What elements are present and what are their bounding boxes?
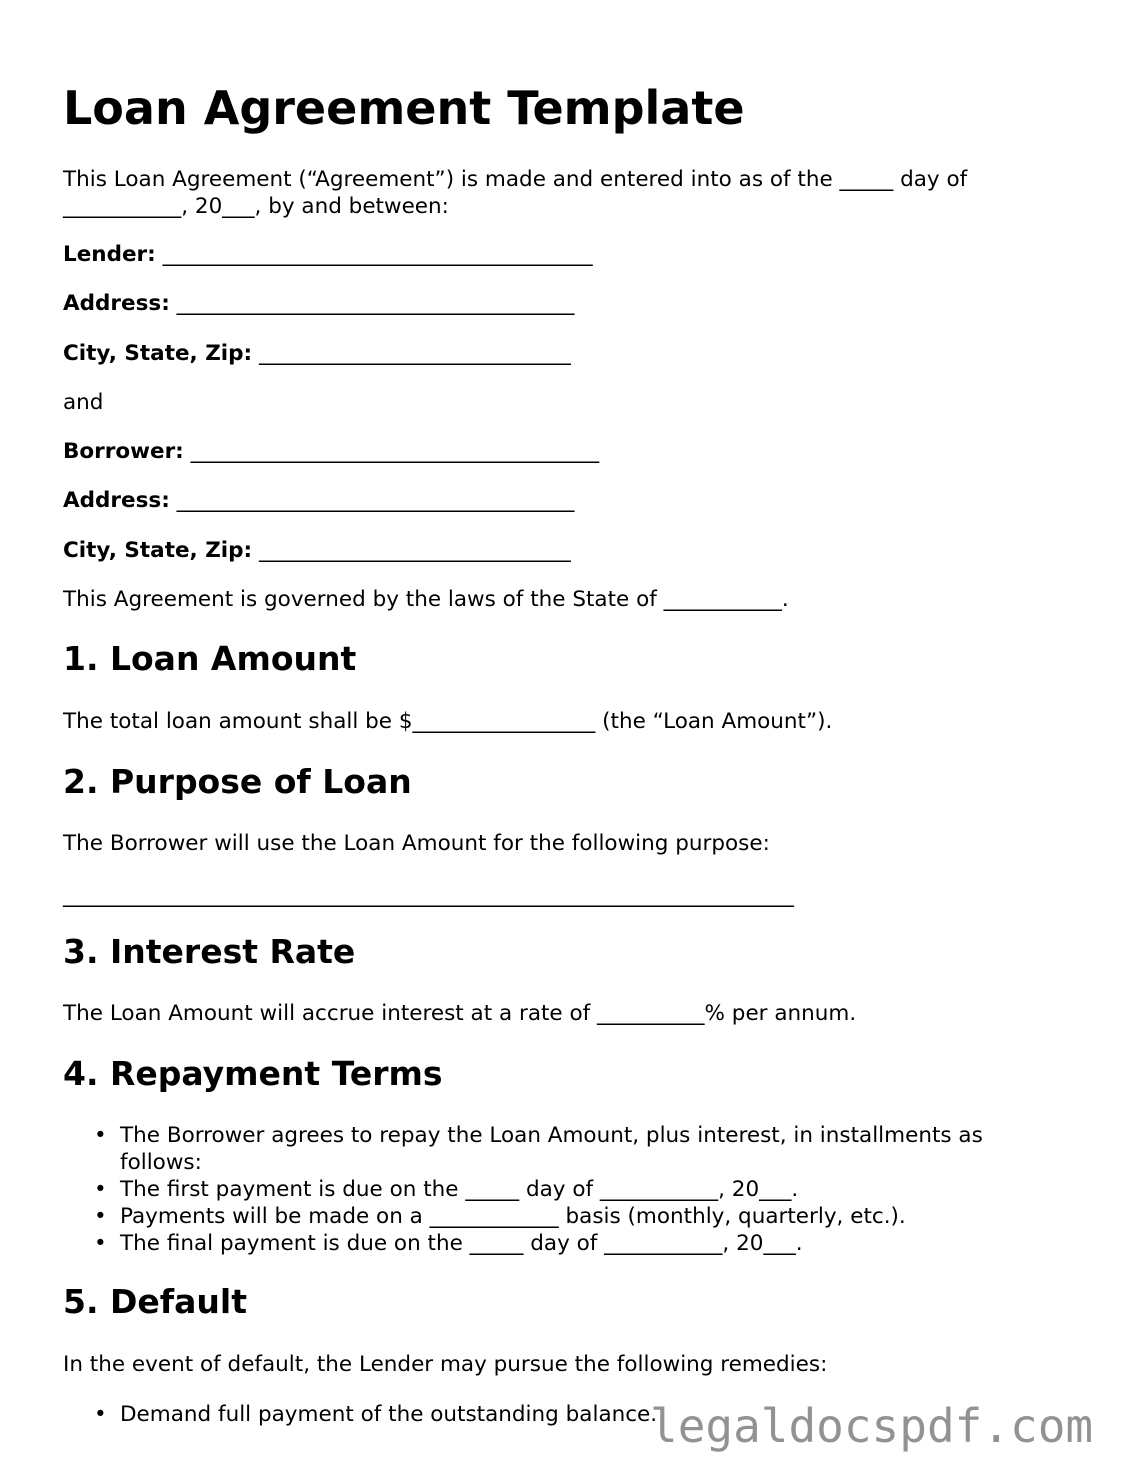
list-item: [63, 1122, 1040, 1176]
bullet-icon: •: [94, 1123, 107, 1148]
borrower-city-line: [63, 537, 571, 564]
bullet-icon: •: [94, 1177, 107, 1202]
list-item: [63, 1176, 1040, 1203]
section-default-heading: 5. Default: [63, 1282, 247, 1321]
lender-label: Lender:: [63, 242, 156, 267]
governing-law-text: This Agreement is governed by the laws of the State of ___________.: [63, 587, 789, 612]
and-text: and: [63, 390, 104, 415]
section-purpose-heading: 2. Purpose of Loan: [63, 762, 412, 801]
lender-city-line: [63, 340, 571, 367]
lender-name-line: [63, 241, 593, 268]
lender-address-label: Address:: [63, 291, 170, 316]
list-item: [63, 1230, 1040, 1257]
borrower-address-line: [63, 487, 574, 514]
repayment-item-text: Payments will be made on a ____________ basis (monthly, quarterly, etc.).: [120, 1204, 906, 1229]
watermark-logo: legaldocspdf.com: [650, 1399, 1094, 1453]
intro-paragraph: This Loan Agreement (“Agreement”) is made and entered into as of the _____ day of ___________, 20___, by and between:: [63, 167, 968, 219]
lender-address-blank: _____________________________________: [176, 291, 575, 316]
borrower-label: Borrower:: [63, 439, 184, 464]
lender-city-blank: _____________________________: [259, 341, 571, 366]
purpose-blank-line: ____________________________________________________________________: [63, 883, 794, 908]
list-item: [63, 1203, 1040, 1230]
repayment-item-text: The first payment is due on the _____ day of ___________, 20___.: [120, 1177, 799, 1202]
repayment-list: [0, 1122, 1040, 1257]
loan-amount-text: The total loan amount shall be $_________________ (the “Loan Amount”).: [63, 709, 833, 734]
repayment-item-text: The final payment is due on the _____ day of ___________, 20___.: [120, 1231, 803, 1256]
lender-city-label: City, State, Zip:: [63, 341, 253, 366]
lender-name-blank: ________________________________________: [162, 242, 593, 267]
repayment-item-text: The Borrower agrees to repay the Loan Amount, plus interest, in installments as follows:: [120, 1123, 983, 1175]
borrower-address-label: Address:: [63, 488, 170, 513]
borrower-address-blank: _____________________________________: [176, 488, 575, 513]
lender-address-line: [63, 290, 574, 317]
bullet-icon: •: [94, 1204, 107, 1229]
borrower-name-line: [63, 438, 599, 465]
borrower-city-blank: _____________________________: [259, 538, 571, 563]
purpose-text: The Borrower will use the Loan Amount for the following purpose:: [63, 831, 770, 856]
section-repayment-heading: 4. Repayment Terms: [63, 1054, 443, 1093]
interest-text: The Loan Amount will accrue interest at a rate of __________% per annum.: [63, 1001, 857, 1026]
section-loan-amount-heading: 1. Loan Amount: [63, 639, 357, 678]
borrower-city-label: City, State, Zip:: [63, 538, 253, 563]
default-text: In the event of default, the Lender may pursue the following remedies:: [63, 1352, 828, 1377]
default-item-text: Demand full payment of the outstanding balance.: [120, 1402, 658, 1427]
page-title: Loan Agreement Template: [63, 81, 745, 135]
bullet-icon: •: [94, 1231, 107, 1256]
borrower-name-blank: ______________________________________: [190, 439, 600, 464]
section-interest-heading: 3. Interest Rate: [63, 932, 356, 971]
bullet-icon: •: [94, 1402, 107, 1427]
